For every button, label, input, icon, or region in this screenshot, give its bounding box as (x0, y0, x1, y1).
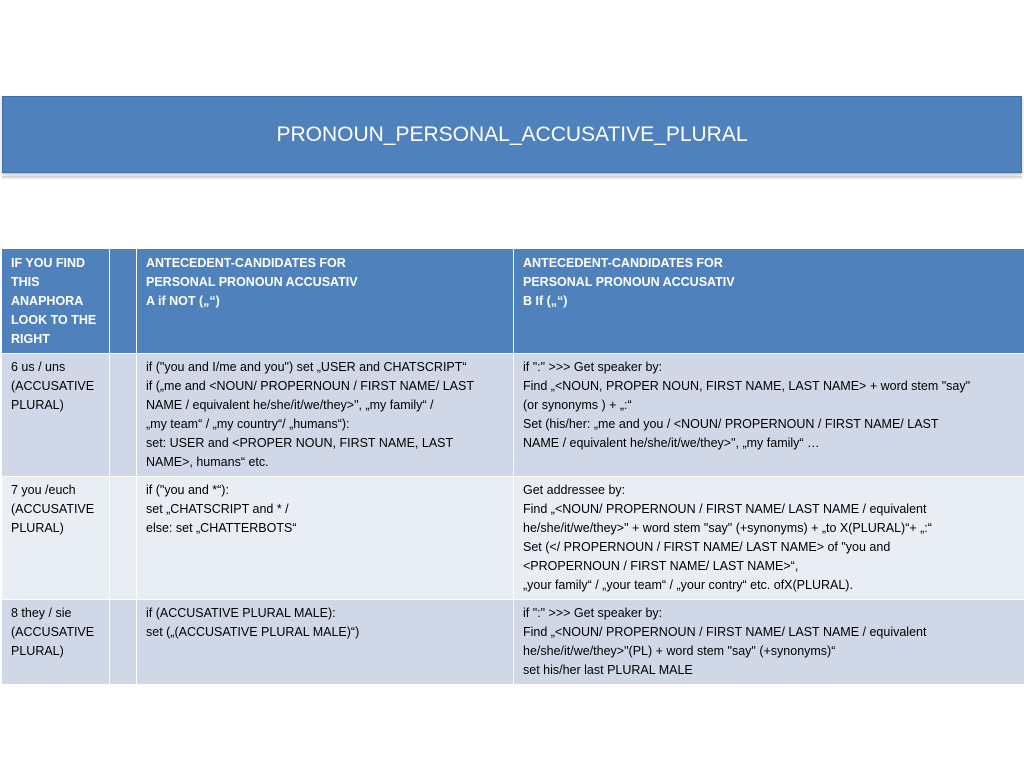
anaphora-cell: 7 you /euch (ACCUSATIVE PLURAL) (2, 477, 110, 600)
candidates-b-cell: Get addressee by: Find „<NOUN/ PROPERNOUN / FIRST NAME/ LAST NAME / equivalent he/she/it/we/they>" + word stem "say" (+synonyms) + „to X(PLURAL)“+ „:“ Set (</ PROPERNOUN / FIRST NAME/ LAST NAME> of "you and <PROPERNOUN / FIRST NAME/ LAST NAME>“, „your family“ / „your team“ / „your contry“ etc. ofX(PLURAL). (514, 477, 1024, 600)
header-cell-spacer (110, 249, 137, 354)
header-cell-candidates-b: ANTECEDENT-CANDIDATES FOR PERSONAL PRONOUN ACCUSATIV B If („“) (514, 249, 1024, 354)
candidates-b-cell: if ":" >>> Get speaker by: Find „<NOUN, PROPER NOUN, FIRST NAME, LAST NAME> + word stem "say" (or synonyms ) + „:“ Set (his/her: „me and you / <NOUN/ PROPERNOUN / FIRST NAME/ LAST NAME / equivalent he/she/it/we/they>", „my family“ … (514, 354, 1024, 477)
candidates-a-cell: if ("you and I/me and you") set „USER and CHATSCRIPT“ if („me and <NOUN/ PROPERNOUN / FIRST NAME/ LAST NAME / equivalent he/she/it/we/they>", „my family“ / „my team“ / „my country“/ „humans“): set: USER and <PROPER NOUN, FIRST NAME, LAST NAME>, humans“ etc. (137, 354, 514, 477)
anaphora-table (1, 248, 1024, 685)
table-row (2, 600, 1024, 685)
candidates-b-cell: if ":" >>> Get speaker by: Find „<NOUN/ PROPERNOUN / FIRST NAME/ LAST NAME / equivalent he/she/it/we/they>"(PL) + word stem "say" (+synonyms)“ set his/her last PLURAL MALE (514, 600, 1024, 685)
candidates-a-cell: if ("you and *“): set „CHATSCRIPT and * / else: set „CHATTERBOTS“ (137, 477, 514, 600)
header-cell-anaphora: IF YOU FIND THIS ANAPHORA LOOK TO THE RIGHT (2, 249, 110, 354)
header-cell-candidates-a: ANTECEDENT-CANDIDATES FOR PERSONAL PRONOUN ACCUSATIV A if NOT („“) (137, 249, 514, 354)
title-divider (2, 176, 1022, 179)
spacer-cell (110, 354, 137, 477)
spacer-cell (110, 600, 137, 685)
table-header-row (2, 249, 1024, 354)
anaphora-cell: 8 they / sie (ACCUSATIVE PLURAL) (2, 600, 110, 685)
candidates-a-cell: if (ACCUSATIVE PLURAL MALE): set („(ACCUSATIVE PLURAL MALE)“) (137, 600, 514, 685)
slide-title (2, 96, 1022, 173)
slide-title-text: PRONOUN_PERSONAL_ACCUSATIVE_PLURAL (276, 122, 748, 146)
spacer-cell (110, 477, 137, 600)
anaphora-cell: 6 us / uns (ACCUSATIVE PLURAL) (2, 354, 110, 477)
table-row (2, 477, 1024, 600)
table-row (2, 354, 1024, 477)
